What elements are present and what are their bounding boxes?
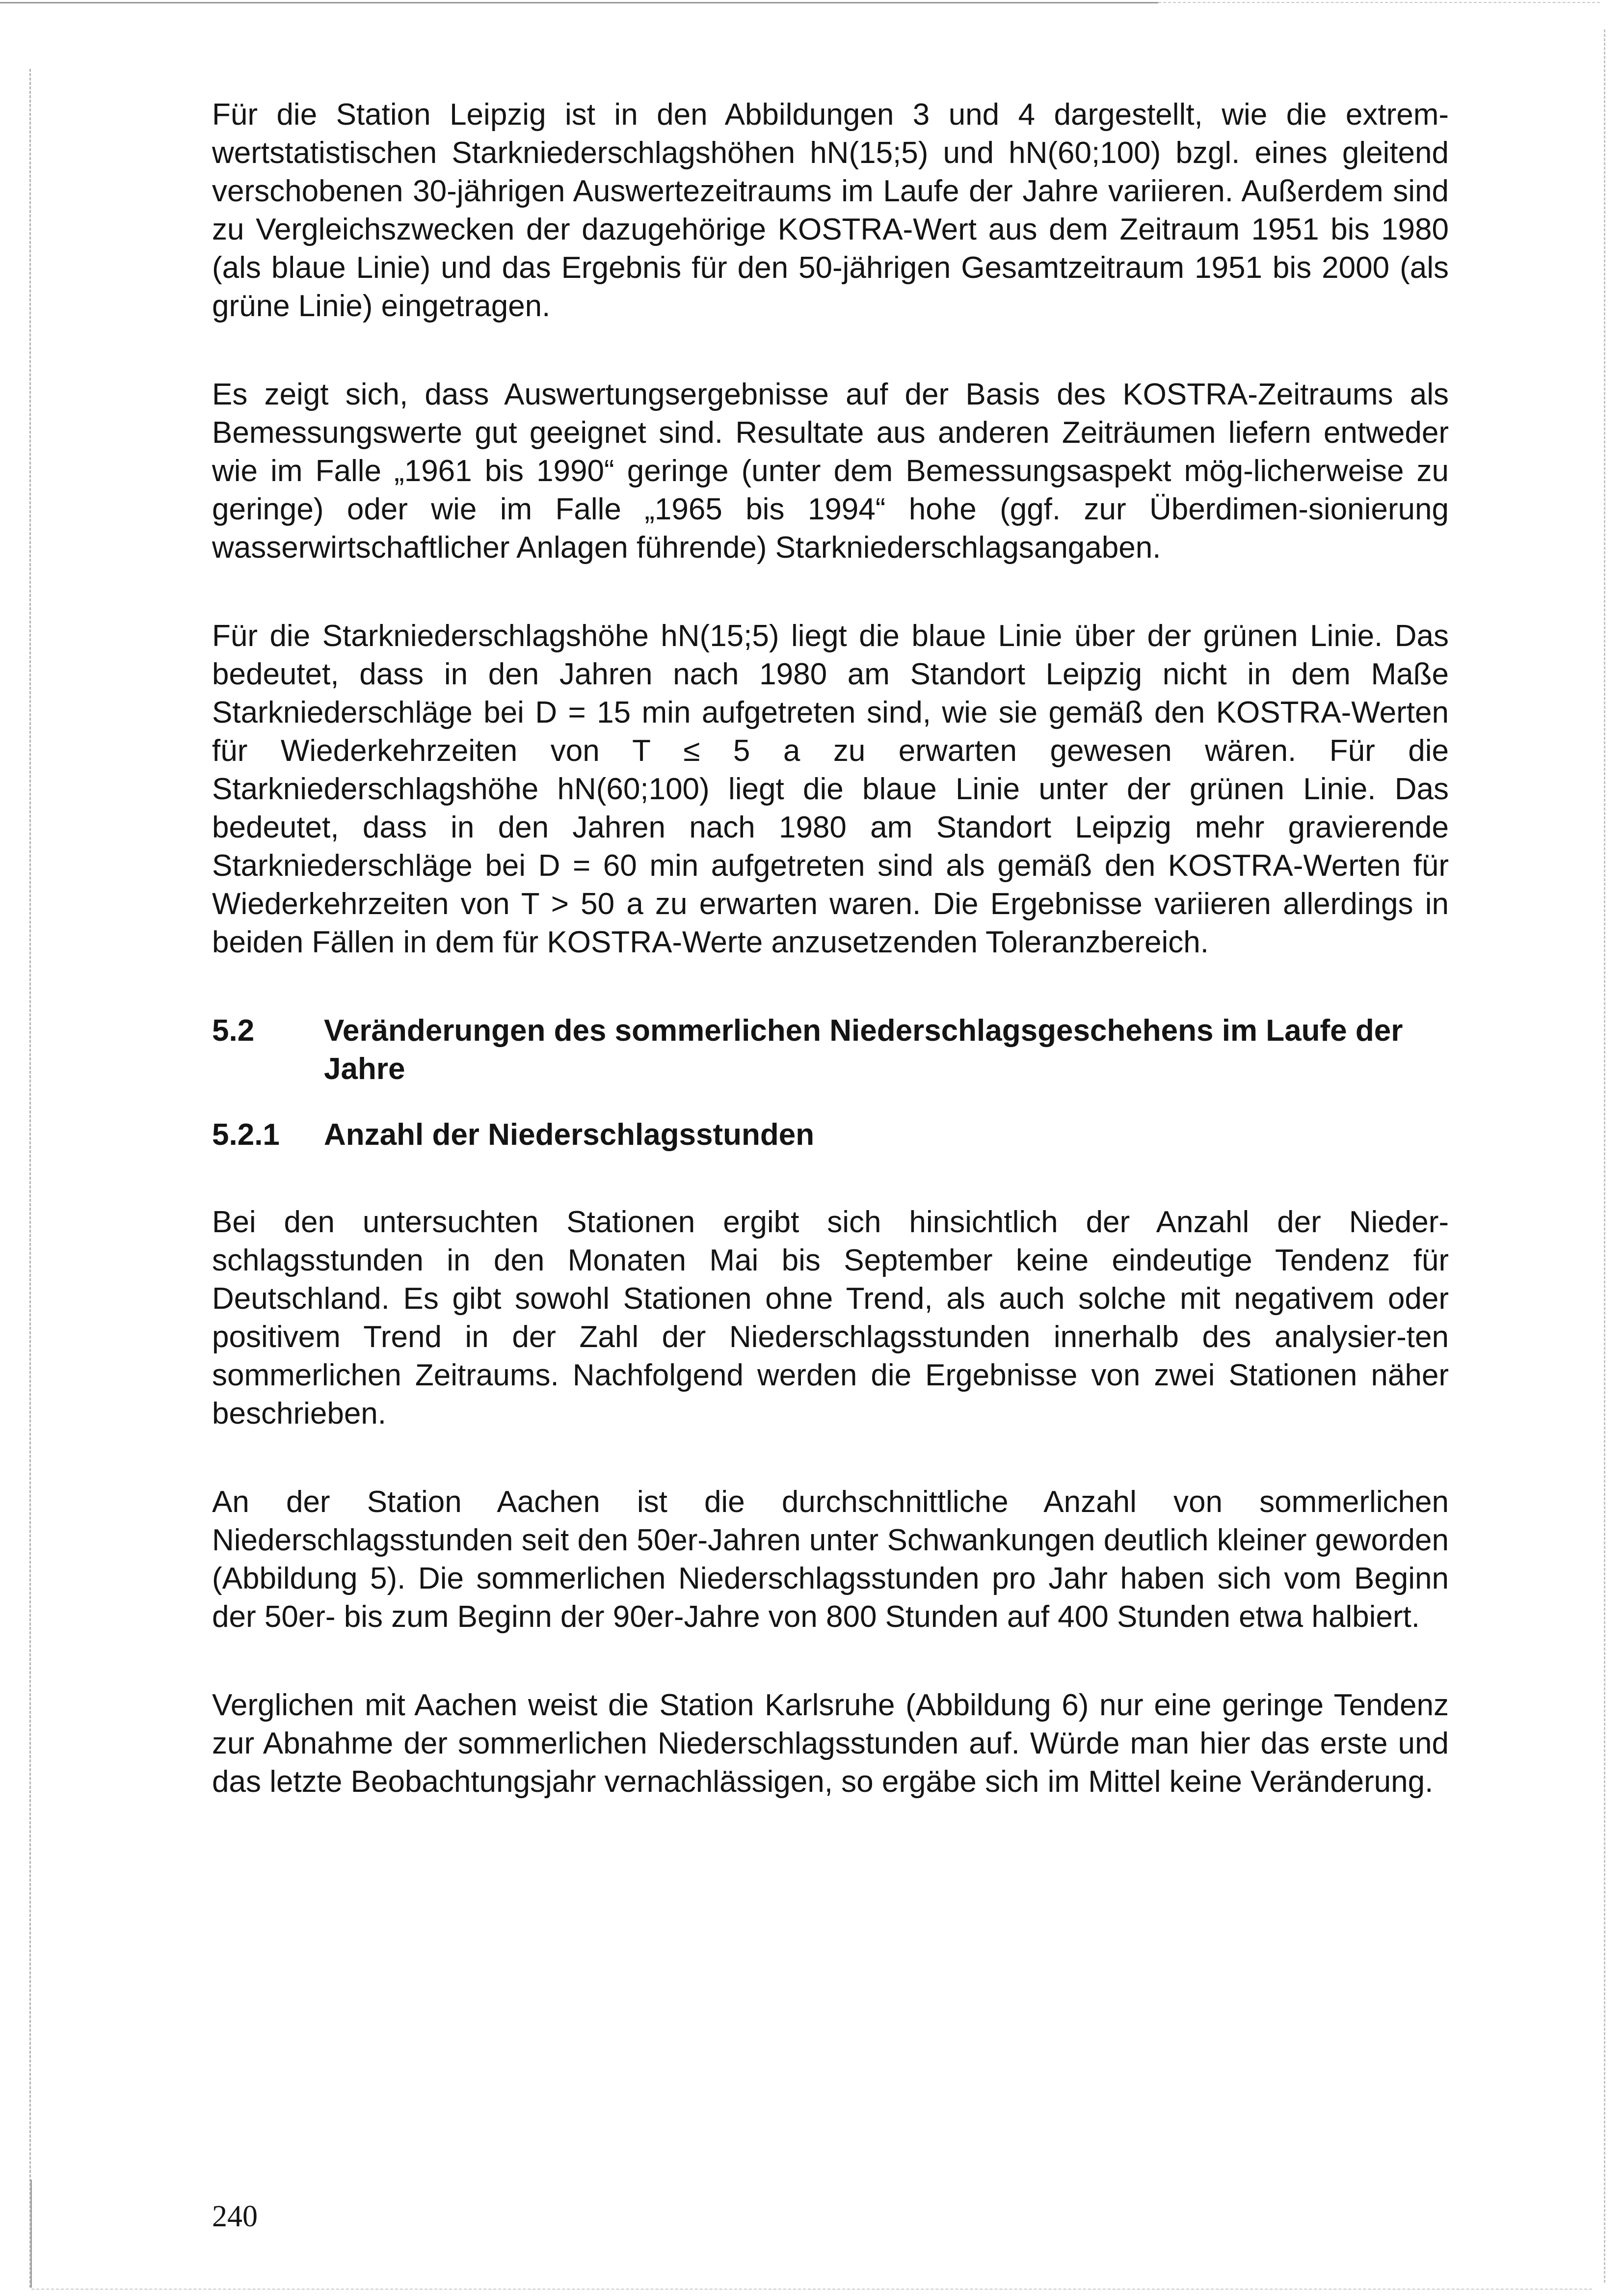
paragraph-aachen: An der Station Aachen ist die durchschnittliche Anzahl von sommerlichen Niederschlagsstunden seit den 50er-Jahren unter Schwankungen deutlich kleiner geworden (Abbildung 5). Die sommerlichen Niederschlagsstunden pro Jahr haben sich vom Beginn der 50er- bis zum Beginn der 90er-Jahre von 800 Stunden auf 400 Stunden etwa halbiert. <box>212 1485 1449 1634</box>
scan-border-top-right <box>1158 2 1600 3</box>
subsection-number: 5.2.1 <box>212 1118 280 1152</box>
scan-border-left-lower <box>30 2180 32 2288</box>
scan-border-left <box>29 69 31 2288</box>
paragraph-kostra-suitability: Es zeigt sich, dass Auswertungsergebnisse auf der Basis des KOSTRA-Zeitraums als Bemessungswerte gut geeignet sind. Resultate aus anderen Zeiträumen liefern entweder wie im Falle „1961 bis 1990“ geringe (unter dem Bemessungsaspekt mög-licherweise zu geringe) oder wie im Falle „1965 bis 1994“ hohe (ggf. zur Überdimen-sionierung wasserwirtschaftlicher Anlagen führende) Starkniederschlagsangaben. <box>212 378 1449 565</box>
subsection-title: Anzahl der Niederschlagsstunden <box>324 1118 815 1152</box>
section-heading <box>212 1012 1449 1088</box>
paragraph-leipzig-figures: Für die Station Leipzig ist in den Abbildungen 3 und 4 dargestellt, wie die extrem-wertstatistischen Starkniederschlagshöhen hN(15;5) und hN(60;100) bzgl. eines gleitend verschobenen 30-jährigen Auswertezeitraums im Laufe der Jahre variieren. Außerdem sind zu Vergleichszwecken der dazugehörige KOSTRA-Wert aus dem Zeitraum 1951 bis 1980 (als blaue Linie) und das Ergebnis für den 50-jährigen Gesamtzeitraum 1951 bis 2000 (als grüne Linie) eingetragen. <box>212 98 1449 323</box>
section-number: 5.2 <box>212 1014 255 1048</box>
scan-border-right <box>1604 29 1605 2283</box>
paragraph-stations-overview: Bei den untersuchten Stationen ergibt sich hinsichtlich der Anzahl der Nieder-schlagsstunden in den Monaten Mai bis September keine eindeutige Tendenz für Deutschland. Es gibt sowohl Stationen ohne Trend, als auch solche mit negativem oder positivem Trend in der Zahl der Niederschlagsstunden innerhalb des analysier-ten sommerlichen Zeitraums. Nachfolgend werden die Ergebnisse von zwei Stationen näher beschrieben. <box>212 1205 1449 1431</box>
paragraph-blue-green-lines: Für die Starkniederschlagshöhe hN(15;5) liegt die blaue Linie über der grünen Linie. Das bedeutet, dass in den Jahren nach 1980 am Standort Leipzig nicht in dem Maße Starkniederschläge bei D = 15 min aufgetreten sind, wie sie gemäß den KOSTRA-Werten für Wiederkehrzeiten von T ≤ 5 a zu erwarten gewesen wären. Für die Starkniederschlagshöhe hN(60;100) liegt die blaue Linie unter der grünen Linie. Das bedeutet, dass in den Jahren nach 1980 am Standort Leipzig mehr gravierende Starkniederschläge bei D = 60 min aufgetreten sind als gemäß den KOSTRA-Werten für Wiederkehrzeiten von T > 50 a zu erwarten waren. Die Ergebnisse variieren allerdings in beiden Fällen in dem für KOSTRA-Werte anzusetzenden Toleranzbereich. <box>212 619 1449 959</box>
subsection-heading <box>212 1116 1449 1154</box>
page-number: 240 <box>212 2200 258 2233</box>
scan-border-top <box>0 2 1158 3</box>
scan-border-bottom <box>31 2289 1592 2290</box>
page-content <box>212 96 1449 1851</box>
section-title: Veränderungen des sommerlichen Niederschlagsgeschehens im Laufe der Jahre <box>324 1014 1403 1086</box>
paragraph-karlsruhe: Verglichen mit Aachen weist die Station Karlsruhe (Abbildung 6) nur eine geringe Tendenz zur Abnahme der sommerlichen Niederschlagsstunden auf. Würde man hier das erste und das letzte Beobachtungsjahr vernachlässigen, so ergäbe sich im Mittel keine Veränderung. <box>212 1688 1449 1799</box>
